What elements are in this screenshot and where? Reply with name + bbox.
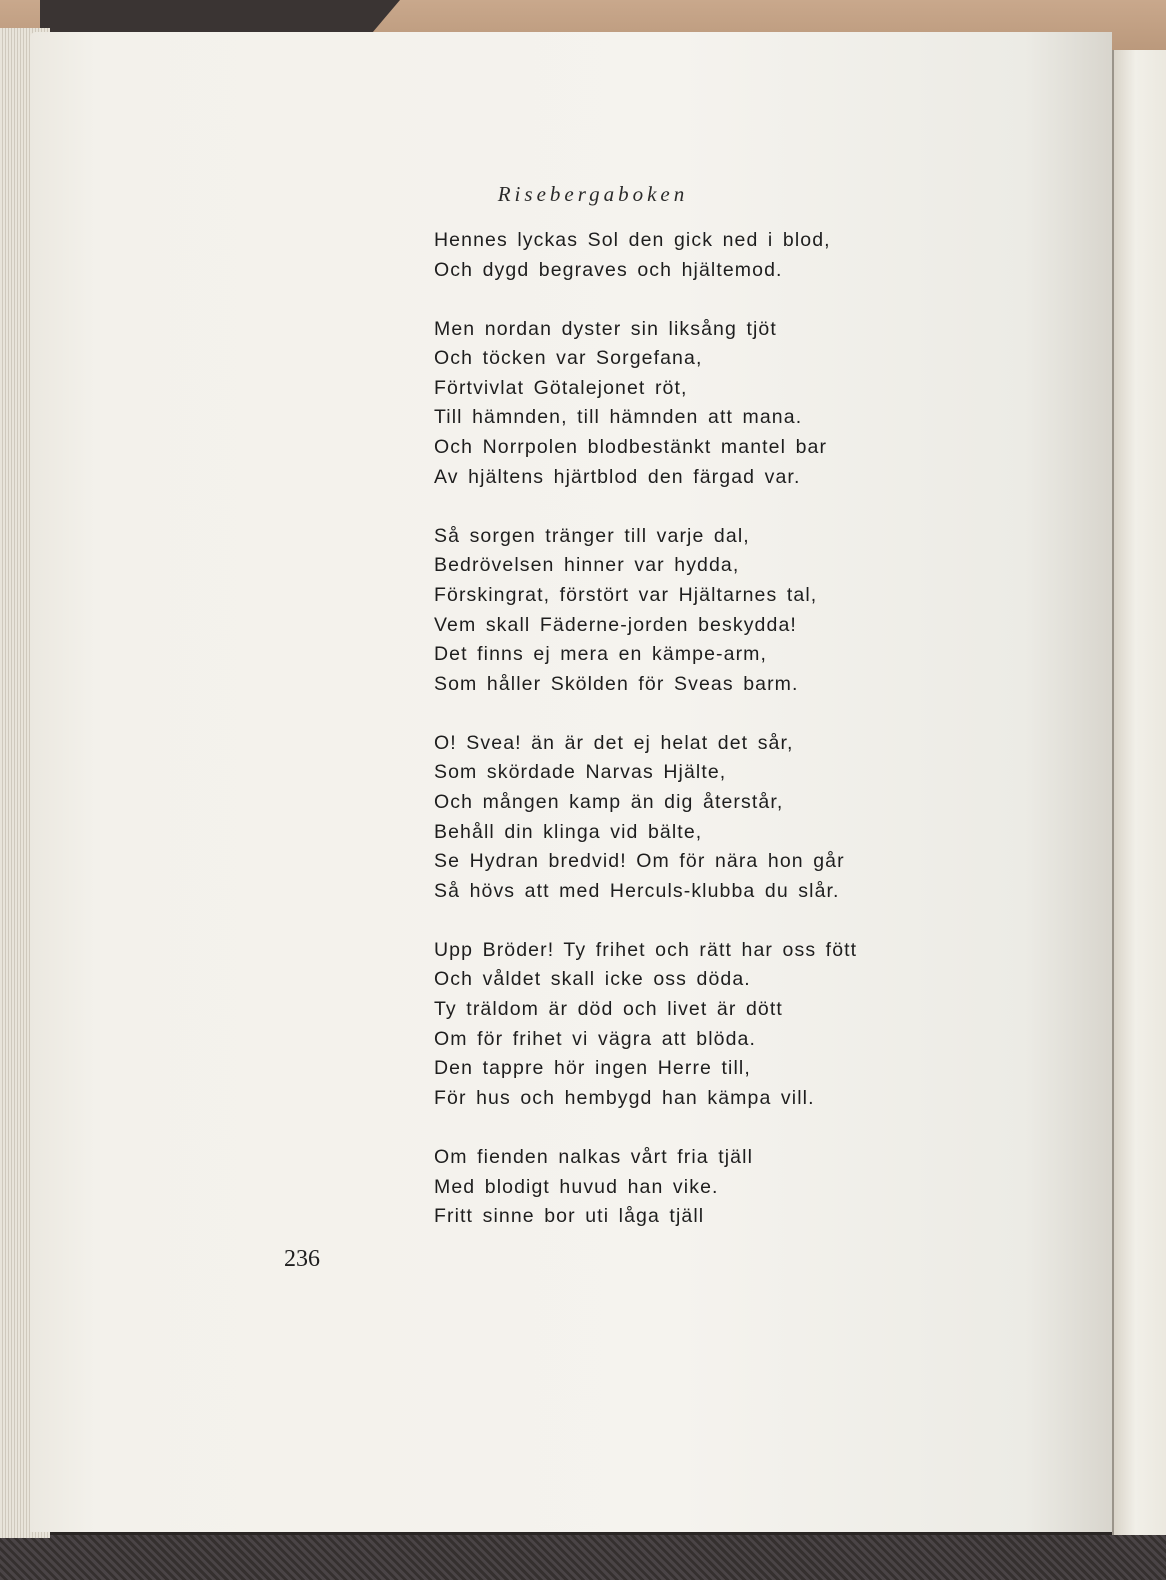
- poem-line: Fritt sinne bor uti låga tjäll: [434, 1205, 705, 1228]
- poem-line: Det finns ej mera en kämpe-arm,: [434, 643, 768, 666]
- poem-line: Behåll din klinga vid bälte,: [434, 820, 703, 843]
- poem-line: Vem skall Fäderne-jorden beskydda!: [434, 613, 797, 636]
- poem-line: Men nordan dyster sin liksång tjöt: [434, 317, 777, 340]
- poem-line: Och töcken var Sorgefana,: [434, 347, 703, 370]
- poem-line: Som håller Skölden för Sveas barm.: [434, 672, 799, 695]
- poem-line: Till hämnden, till hämnden att mana.: [434, 406, 803, 429]
- poem-line: O! Svea! än är det ej helat det sår,: [434, 731, 794, 754]
- facing-page-edge: [1112, 50, 1166, 1535]
- poem-line: Och Norrpolen blodbestänkt mantel bar: [434, 436, 828, 459]
- stanza-6: [434, 1143, 954, 1232]
- stanza-5: [434, 936, 954, 1114]
- poem-line: Upp Bröder! Ty frihet och rätt har oss fött: [434, 938, 858, 961]
- poem-line: Med blodigt huvud han vike.: [434, 1175, 719, 1198]
- poem-line: Förtvivlat Götalejonet röt,: [434, 376, 688, 399]
- poem-line: Förskingrat, förstört var Hjältarnes tal,: [434, 583, 818, 606]
- poem-line: Och våldet skall icke oss döda.: [434, 968, 751, 991]
- poem-line: Så sorgen tränger till varje dal,: [434, 524, 750, 547]
- poem-line: Den tappre hör ingen Herre till,: [434, 1057, 751, 1080]
- stanza-2: [434, 315, 954, 493]
- dark-board-background: [40, 0, 400, 34]
- poem-line: Om fienden nalkas vårt fria tjäll: [434, 1145, 753, 1168]
- stanza-1: [434, 226, 954, 285]
- poem: [434, 226, 954, 1261]
- poem-line: Och dygd begraves och hjältemod.: [434, 258, 783, 281]
- poem-line: Se Hydran bredvid! Om för nära hon går: [434, 850, 845, 873]
- poem-line: Så hövs att med Herculs-klubba du slår.: [434, 879, 840, 902]
- poem-line: Som skördade Narvas Hjälte,: [434, 761, 727, 784]
- poem-line: Om för frihet vi vägra att blöda.: [434, 1027, 756, 1050]
- poem-line: Hennes lyckas Sol den gick ned i blod,: [434, 229, 831, 251]
- stanza-4: [434, 729, 954, 907]
- poem-line: Och mången kamp än dig återstår,: [434, 791, 784, 813]
- poem-line: Av hjältens hjärtblod den färgad var.: [434, 465, 801, 488]
- running-head: Risebergaboken: [497, 182, 689, 206]
- fabric-background: [0, 1535, 1166, 1580]
- page-number: 236: [284, 1246, 320, 1272]
- poem-line: Ty träldom är död och livet är dött: [434, 998, 783, 1021]
- poem-line: Bedrövelsen hinner var hydda,: [434, 554, 740, 577]
- poem-line: För hus och hembygd han kämpa vill.: [434, 1086, 815, 1109]
- stanza-3: [434, 522, 954, 700]
